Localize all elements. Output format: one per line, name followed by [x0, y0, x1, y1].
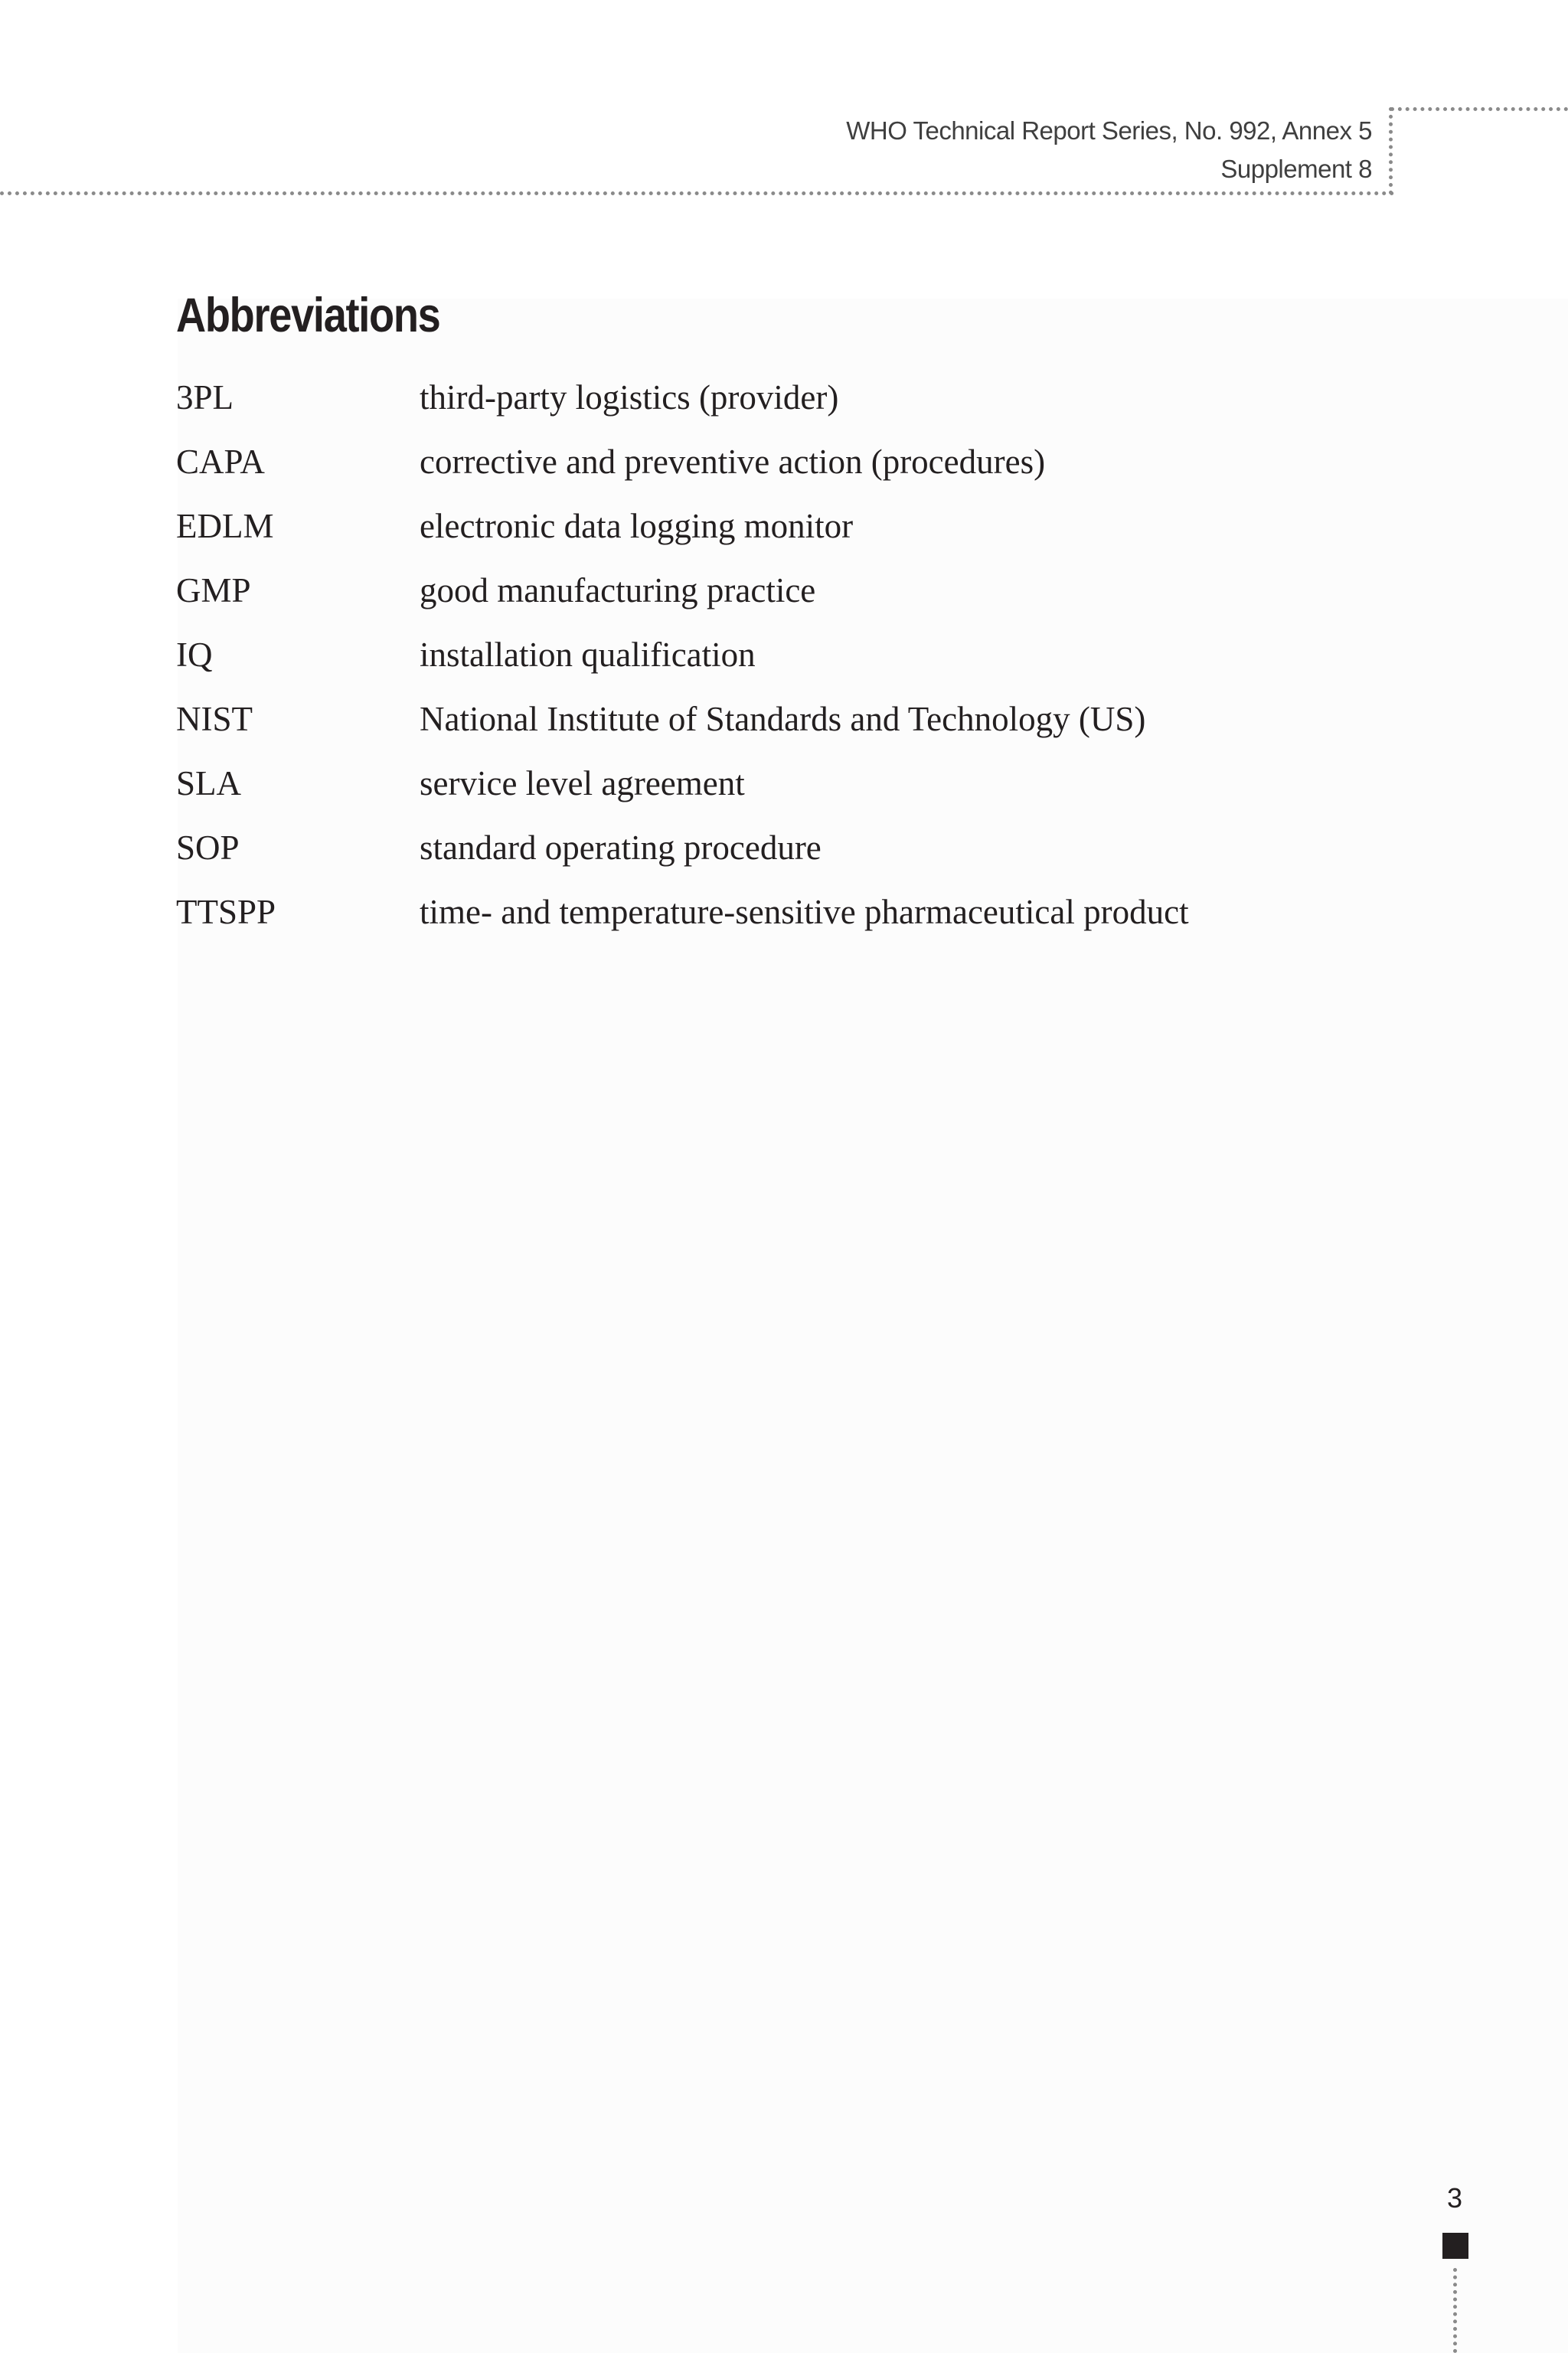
abbreviation-term: 3PL [176, 378, 234, 417]
section-title: Abbreviations [176, 289, 440, 342]
abbreviation-row [176, 757, 1370, 821]
abbreviation-row [176, 628, 1370, 692]
abbreviation-definition: third-party logistics (provider) [420, 378, 839, 417]
abbreviation-definition: installation qualification [420, 636, 756, 674]
abbreviation-definition: good manufacturing practice [420, 571, 816, 609]
running-header-supplement: Supplement 8 [1220, 155, 1372, 183]
page-number: 3 [1446, 2182, 1463, 2214]
running-header-series: WHO Technical Report Series, No. 992, Annex 5 [846, 116, 1372, 145]
abbreviation-term: IQ [176, 636, 213, 674]
abbreviation-row [176, 821, 1370, 885]
abbreviation-row [176, 885, 1370, 949]
running-header [846, 112, 1372, 188]
abbreviation-row [176, 371, 1370, 435]
page-marker-square [1442, 2233, 1468, 2259]
abbreviation-term: TTSPP [176, 893, 276, 931]
header-dotted-rule-top [1390, 107, 1568, 111]
abbreviation-term: SLA [176, 764, 242, 802]
header-dotted-rule-bottom [0, 191, 1395, 195]
abbreviation-row [176, 692, 1370, 757]
header-dotted-rule-vertical [1389, 107, 1393, 194]
abbreviation-term: CAPA [176, 443, 265, 481]
abbreviation-row [176, 435, 1370, 499]
abbreviation-term: NIST [176, 700, 253, 738]
abbreviation-definition: electronic data logging monitor [420, 507, 854, 545]
abbreviation-row [176, 564, 1370, 628]
abbreviation-term: SOP [176, 828, 240, 867]
abbreviation-term: GMP [176, 571, 251, 609]
abbreviation-definition: standard operating procedure [420, 828, 822, 867]
abbreviation-definition: service level agreement [420, 764, 745, 802]
abbreviation-definition: National Institute of Standards and Technology (US) [420, 700, 1146, 738]
abbreviation-list [176, 371, 1370, 949]
abbreviation-definition: corrective and preventive action (procedures) [420, 443, 1046, 481]
abbreviation-term: EDLM [176, 507, 274, 545]
abbreviation-definition: time- and temperature-sensitive pharmaceutical product [420, 893, 1189, 931]
abbreviation-row [176, 499, 1370, 564]
footer-dotted-rule [1453, 2268, 1457, 2353]
